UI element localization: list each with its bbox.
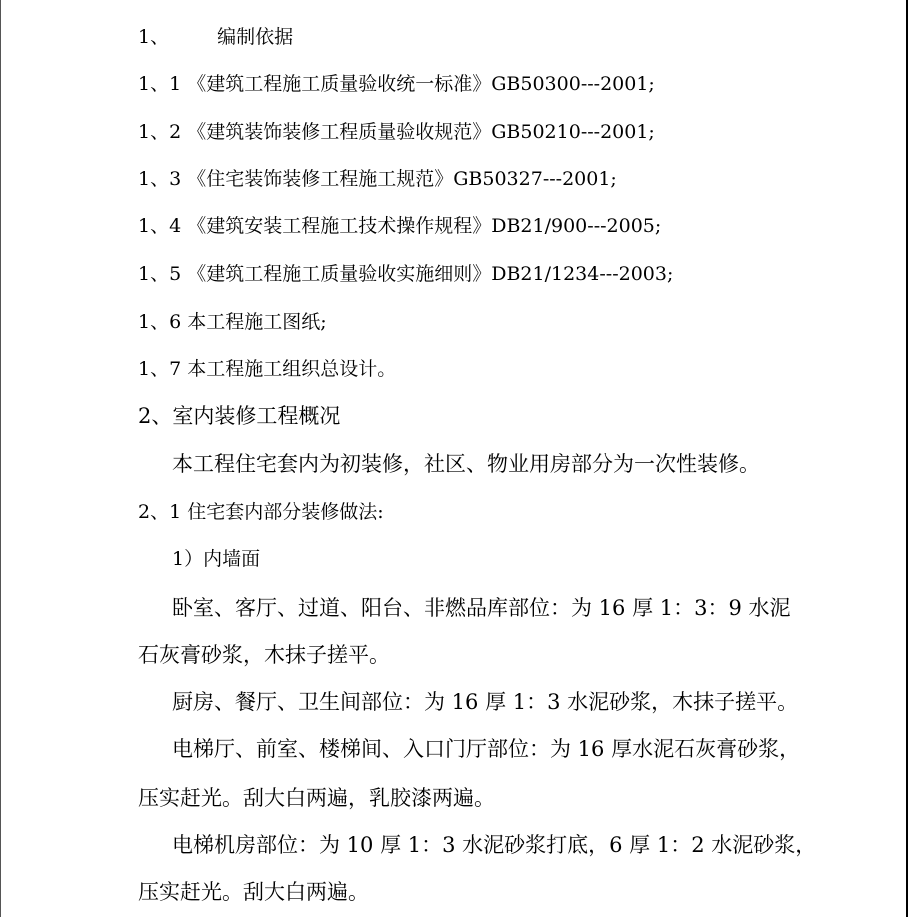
list-item — [138, 72, 655, 96]
subheading-inner-wall: 1）内墙面 — [172, 548, 261, 570]
paragraph: 电梯厅、前室、楼梯间、入口门厅部位：为 16 厚水泥石灰膏砂浆， — [172, 737, 801, 761]
item-text: 《住宅装饰装修工程施工规范》GB50327---2001; — [187, 168, 617, 190]
item-number: 1、3 — [138, 168, 182, 190]
item-number: 1、2 — [138, 121, 182, 143]
item-text: 本工程施工图纸; — [187, 311, 327, 333]
list-item — [138, 214, 661, 238]
item-number: 1、6 — [138, 311, 182, 333]
item-number: 1、5 — [138, 263, 182, 285]
list-item — [138, 167, 617, 191]
paragraph-continued: 石灰膏砂浆，木抹子搓平。 — [138, 643, 390, 667]
paragraph-continued: 压实赶光。刮大白两遍，乳胶漆两遍。 — [138, 786, 495, 810]
item-number: 1、4 — [138, 215, 182, 237]
paragraph: 厨房、餐厅、卫生间部位：为 16 厚 1：3 水泥砂浆，木抹子搓平。 — [172, 690, 799, 714]
item-text: 《建筑安装工程施工技术操作规程》DB21/900---2005; — [187, 215, 662, 237]
item-text: 住宅套内部分装修做法: — [187, 501, 384, 523]
item-text: 编制依据 — [217, 26, 294, 48]
list-item — [138, 357, 396, 381]
item-text: 《建筑工程施工质量验收实施细则》DB21/1234---2003; — [187, 263, 674, 285]
item-number: 1、7 — [138, 358, 182, 380]
page-edge-left — [0, 0, 1, 917]
item-number: 2、1 — [138, 501, 182, 523]
item-text: 《建筑装饰装修工程质量验收规范》GB50210---2001; — [187, 121, 655, 143]
list-item — [138, 120, 655, 144]
item-number: 1、 — [138, 26, 170, 48]
item-text: 本工程施工组织总设计。 — [187, 358, 397, 380]
paragraph: 电梯机房部位：为 10 厚 1：3 水泥砂浆打底，6 厚 1：2 水泥砂浆， — [172, 833, 817, 857]
item-number: 1、1 — [138, 73, 182, 95]
page-edge-right — [906, 0, 908, 917]
subheading — [138, 500, 384, 524]
heading-2: 2、室内装修工程概况 — [138, 404, 341, 428]
list-item — [138, 310, 327, 334]
list-item — [138, 262, 673, 286]
heading-1 — [138, 25, 293, 49]
paragraph-continued: 压实赶光。刮大白两遍。 — [138, 880, 369, 904]
paragraph: 本工程住宅套内为初装修，社区、物业用房部分为一次性装修。 — [172, 452, 760, 476]
item-text: 《建筑工程施工质量验收统一标准》GB50300---2001; — [187, 73, 655, 95]
paragraph: 卧室、客厅、过道、阳台、非燃品库部位：为 16 厚 1：3：9 水泥 — [172, 596, 791, 620]
